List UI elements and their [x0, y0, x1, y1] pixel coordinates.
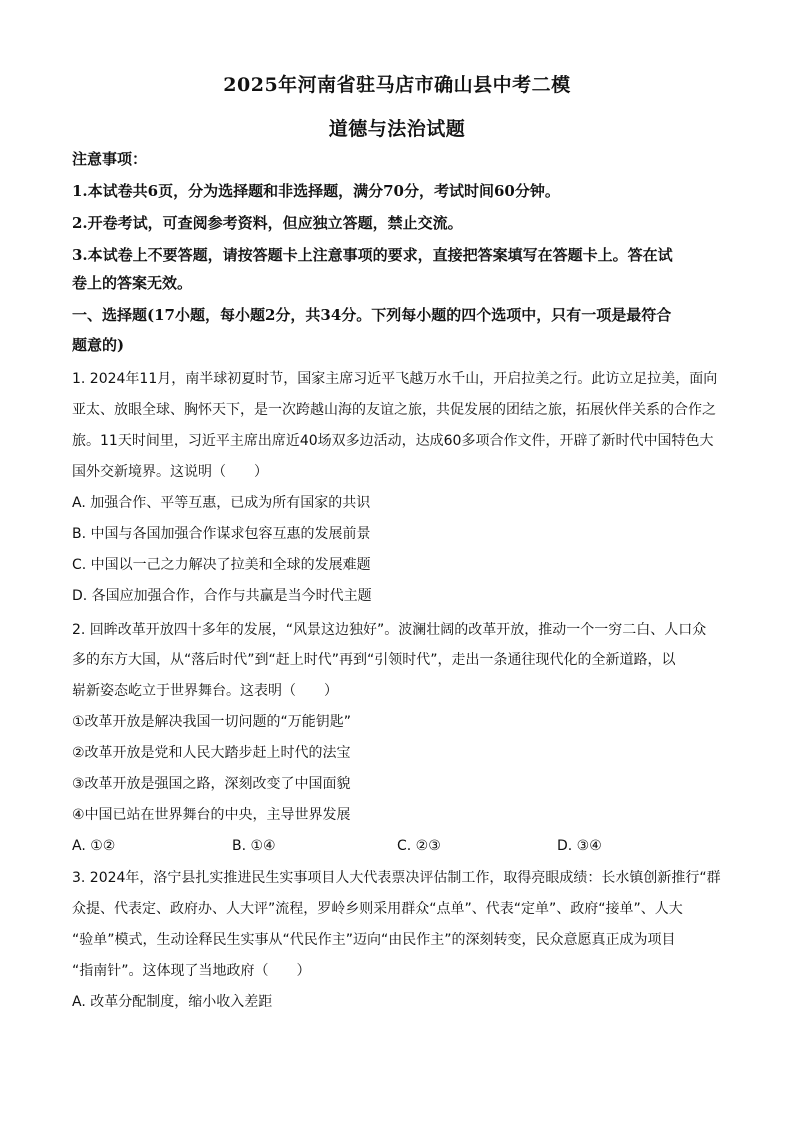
question-text: 2. 回眸改革开放四十多年的发展，“风景这边独好”。波澜壮阔的改革开放，推动一个一穷二白、人口众 [72, 622, 707, 638]
question-text: 多的东方大国，从“落后时代”到“赶上时代”再到“引领时代”，走出一条通往现代化的全新道路，以 [72, 652, 676, 668]
question-text: 亚太、放眼全球、胸怀天下，是一次跨越山海的友谊之旅，共促发展的团结之旅，拓展伙伴关系的合作之 [72, 402, 716, 418]
question-text: “指南针”。这体现了当地政府（ ） [72, 963, 311, 979]
statement-item: ②改革开放是党和人民大踏步赶上时代的法宝 [72, 745, 351, 761]
notice-item: 卷上的答案无效。 [72, 274, 193, 292]
statement-item: ④中国已站在世界舞台的中央，主导世界发展 [72, 807, 351, 823]
page-subtitle: 道德与法治试题 [328, 118, 466, 140]
option-b: B. ①④ [232, 838, 276, 854]
option-b: B. 中国与各国加强合作谋求包容互惠的发展前景 [72, 526, 371, 542]
question-text: 3. 2024年，洛宁县扎实推进民生实事项目人大代表票决评估制工作，取得亮眼成绩：长水镇创新推行“群 [72, 870, 721, 886]
question-text: 众提、代表定、政府办、人大评”流程，罗岭乡则采用群众“点单”、代表“定单”、政府“接单”、人大 [72, 901, 683, 917]
question-text: “验单”模式，生动诠释民生实事从“代民作主”迈向“由民作主”的深刻转变，民众意愿真正成为项目 [72, 932, 676, 948]
question-text: 国外交新境界。这说明（ ） [72, 464, 268, 480]
section-heading: 题意的) [72, 336, 125, 354]
statement-item: ①改革开放是解决我国一切问题的“万能钥匙” [72, 714, 352, 730]
option-a: A. ①② [72, 838, 116, 854]
question-text: 旅。11天时间里，习近平主席出席近40场双多边活动，达成60多项合作文件，开辟了新时代中国特色大 [72, 433, 714, 449]
option-d: D. ③④ [557, 838, 602, 854]
section-heading: 一、选择题(17小题，每小题2分，共34分。下列每小题的四个选项中，只有一项是最符合 [72, 306, 672, 324]
question-text: 1. 2024年11月，南半球初夏时节，国家主席习近平飞越万水千山，开启拉美之行。此访立足拉美，面向 [72, 371, 718, 387]
notice-item: 3.本试卷上不要答题，请按答题卡上注意事项的要求，直接把答案填写在答题卡上。答在试 [72, 246, 673, 264]
option-a: A. 改革分配制度，缩小收入差距 [72, 994, 273, 1010]
notice-heading: 注意事项： [72, 150, 148, 168]
notice-item: 2.开卷考试，可查阅参考资料，但应独立答题，禁止交流。 [72, 214, 463, 232]
option-c: C. 中国以一己之力解决了拉美和全球的发展难题 [72, 557, 371, 573]
question-text: 崭新姿态屹立于世界舞台。这表明（ ） [72, 683, 338, 699]
option-d: D. 各国应加强合作，合作与共赢是当今时代主题 [72, 588, 372, 604]
option-c: C. ②③ [397, 838, 441, 854]
page-title: 2025年河南省驻马店市确山县中考二模 [223, 74, 571, 96]
statement-item: ③改革开放是强国之路，深刻改变了中国面貌 [72, 776, 351, 792]
notice-item: 1.本试卷共6页，分为选择题和非选择题，满分70分，考试时间60分钟。 [72, 182, 560, 200]
option-a: A. 加强合作、平等互惠，已成为所有国家的共识 [72, 495, 371, 511]
